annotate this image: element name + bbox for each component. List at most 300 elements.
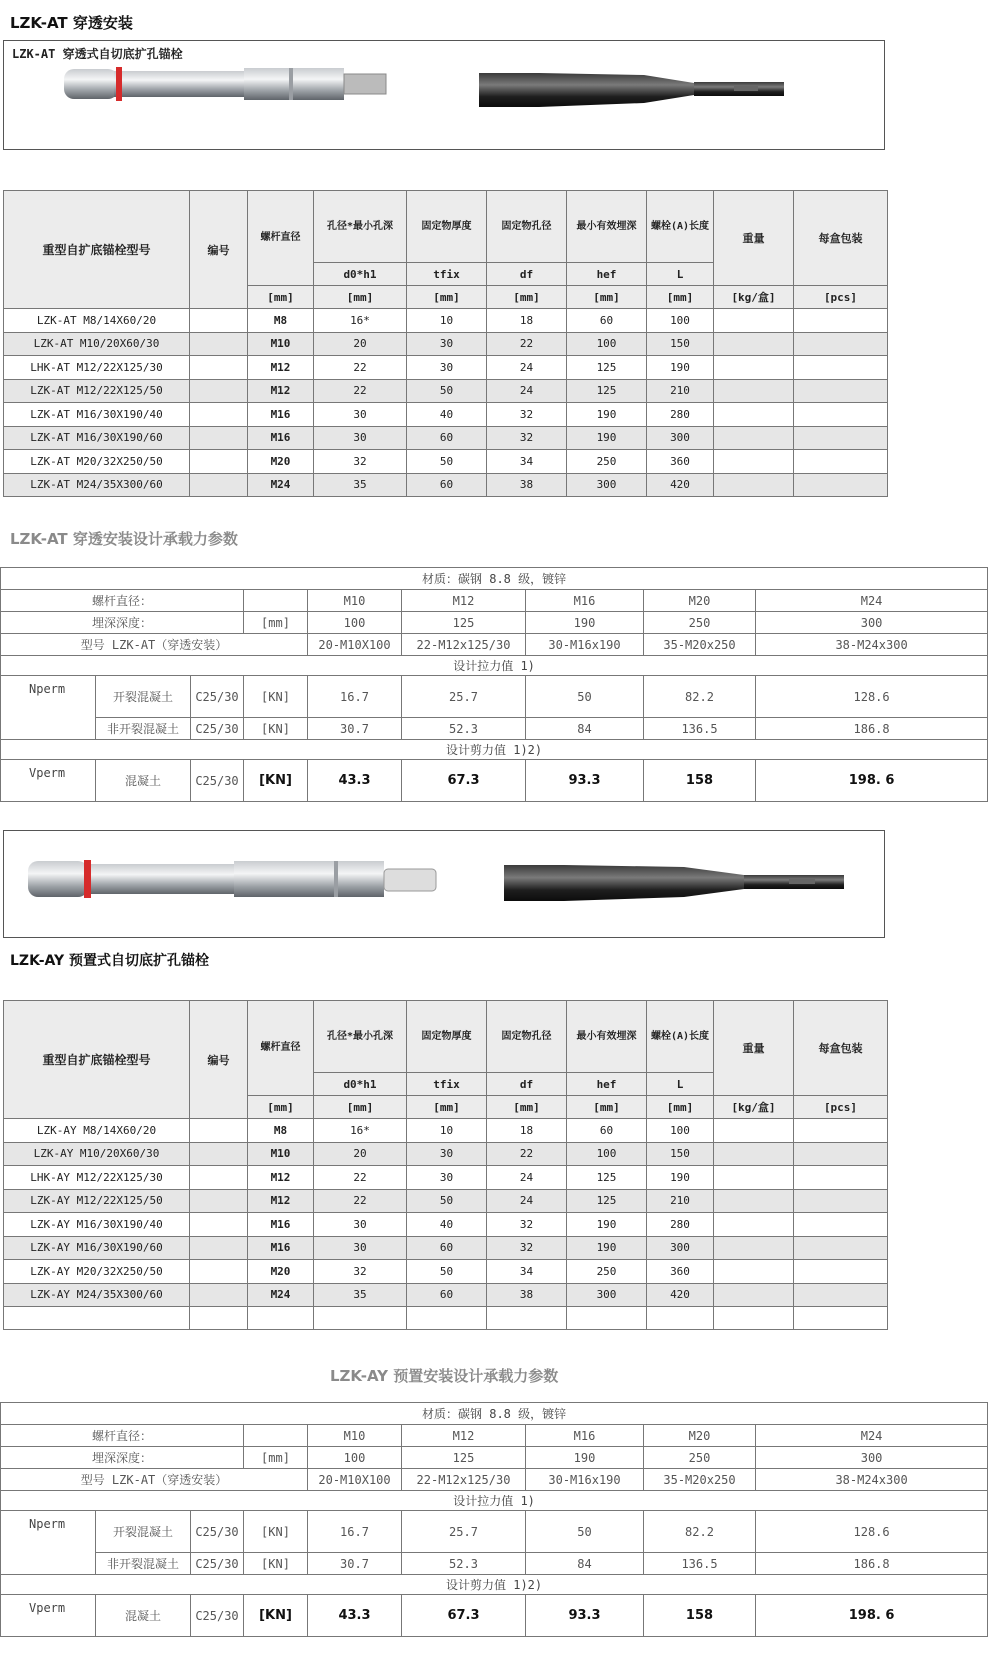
cell-hef: 125 [567, 379, 647, 403]
cell-rod: M10 [248, 332, 314, 356]
cell-weight [714, 309, 794, 333]
col-header-tfix: 固定物厚度 [407, 1001, 487, 1073]
noncracked-value: 30.7 [308, 1553, 402, 1575]
cell-L: 280 [647, 1213, 714, 1237]
section-title-ay: LZK-AY 预置式自切底扩孔锚栓 [10, 953, 210, 969]
cracked-value: 128.6 [756, 1511, 988, 1553]
shear-value: 43.3 [308, 760, 402, 802]
cell-model: LZK-AY M24/35X300/60 [4, 1283, 190, 1307]
cell-empty [794, 1307, 888, 1330]
cell-pack [794, 1236, 888, 1260]
cracked-value: 50 [526, 676, 644, 718]
cracked-value: 50 [526, 1511, 644, 1553]
cell-df: 34 [487, 450, 567, 474]
cell-code [190, 1236, 248, 1260]
cell-L: 190 [647, 1166, 714, 1190]
setting-tool-icon [504, 865, 844, 901]
sym-tfix: tfix [407, 263, 487, 286]
unit-df: [mm] [487, 1096, 567, 1119]
cell-code [190, 1283, 248, 1307]
cracked-value: 82.2 [644, 676, 756, 718]
cell-tfix: 40 [407, 1213, 487, 1237]
perf-row [1, 1511, 988, 1553]
type-value: 30-M16x190 [526, 634, 644, 656]
cell-code [190, 1142, 248, 1166]
type-value: 30-M16x190 [526, 1469, 644, 1491]
shear-value: 198. 6 [756, 1595, 988, 1637]
cell-model: LZK-AT M8/14X60/20 [4, 309, 190, 333]
cell-df: 22 [487, 332, 567, 356]
grade: C25/30 [191, 676, 244, 718]
col-header-hole: 孔径*最小孔深 [314, 191, 407, 263]
unit-rod: [mm] [248, 286, 314, 309]
cell-code [190, 1119, 248, 1143]
cell-empty [407, 1307, 487, 1330]
rod-unit [244, 1425, 308, 1447]
unit-pack: [pcs] [794, 286, 888, 309]
cell-code [190, 1166, 248, 1190]
cell-L: 150 [647, 332, 714, 356]
depth-label: 埋深深度： [1, 1447, 244, 1469]
unit-hole: [mm] [314, 286, 407, 309]
depth-label: 埋深深度： [1, 612, 244, 634]
cell-hef: 300 [567, 473, 647, 497]
cell-L: 100 [647, 309, 714, 333]
depth-value: 250 [644, 1447, 756, 1469]
rod-label: 螺杆直径： [1, 590, 244, 612]
table-row [4, 1189, 888, 1213]
type-value: 38-M24x300 [756, 1469, 988, 1491]
cell-tfix: 30 [407, 332, 487, 356]
cell-rod: M12 [248, 1166, 314, 1190]
cell-model: LZK-AT M24/35X300/60 [4, 473, 190, 497]
cell-tfix: 50 [407, 379, 487, 403]
cell-code [190, 450, 248, 474]
unit-kn: [KN] [244, 1511, 308, 1553]
depth-value: 300 [756, 1447, 988, 1469]
concrete-label: 混凝土 [96, 760, 191, 802]
depth-value: 125 [402, 1447, 526, 1469]
anchor-bolt-icon [64, 67, 386, 101]
shear-value: 158 [644, 760, 756, 802]
unit-kn: [KN] [244, 718, 308, 740]
table-row [4, 1119, 888, 1143]
cell-tfix: 10 [407, 1119, 487, 1143]
depth-value: 190 [526, 1447, 644, 1469]
table-row [4, 1260, 888, 1284]
col-header-weight: 重量 [714, 191, 794, 286]
noncracked-value: 30.7 [308, 718, 402, 740]
cell-rod: M8 [248, 309, 314, 333]
product-image-box-at [3, 40, 885, 150]
table-row [4, 403, 888, 427]
cell-code [190, 403, 248, 427]
grade: C25/30 [191, 1595, 244, 1637]
cell-tfix: 30 [407, 1166, 487, 1190]
sym-df: df [487, 263, 567, 286]
cell-rod: M10 [248, 1142, 314, 1166]
cell-df: 32 [487, 1236, 567, 1260]
rod-value: M10 [308, 1425, 402, 1447]
sym-tfix: tfix [407, 1073, 487, 1096]
cell-pack [794, 403, 888, 427]
cell-L: 210 [647, 379, 714, 403]
cell-hef: 60 [567, 309, 647, 333]
perf-row [1, 656, 988, 676]
type-label: 型号 LZK-AT（穿透安装） [1, 1469, 308, 1491]
cell-code [190, 332, 248, 356]
perf-row [1, 1425, 988, 1447]
spec-table-ay-body [4, 1119, 888, 1330]
cell-hole: 16* [314, 309, 407, 333]
type-label: 型号 LZK-AT（穿透安装） [1, 634, 308, 656]
cell-rod: M16 [248, 403, 314, 427]
cell-df: 38 [487, 1283, 567, 1307]
perf-row [1, 590, 988, 612]
cell-weight [714, 450, 794, 474]
cell-tfix: 60 [407, 1236, 487, 1260]
cell-df: 24 [487, 1166, 567, 1190]
cell-rod: M16 [248, 426, 314, 450]
sym-hole: d0*h1 [314, 263, 407, 286]
col-header-hole: 孔径*最小孔深 [314, 1001, 407, 1073]
cell-rod: M20 [248, 450, 314, 474]
noncracked-value: 186.8 [756, 1553, 988, 1575]
cell-df: 24 [487, 356, 567, 380]
cell-hole: 22 [314, 356, 407, 380]
col-header-model: 重型自扩底锚栓型号 [4, 1001, 190, 1119]
cell-model: LHK-AT M12/22X125/30 [4, 356, 190, 380]
depth-value: 190 [526, 612, 644, 634]
cell-weight [714, 1260, 794, 1284]
grade: C25/30 [191, 1511, 244, 1553]
depth-unit: [mm] [244, 612, 308, 634]
cell-df: 34 [487, 1260, 567, 1284]
cell-hef: 190 [567, 426, 647, 450]
cell-weight [714, 356, 794, 380]
depth-value: 100 [308, 1447, 402, 1469]
table-row [4, 450, 888, 474]
table-row [4, 1213, 888, 1237]
cell-code [190, 426, 248, 450]
cell-df: 22 [487, 1142, 567, 1166]
perf-row [1, 1403, 988, 1425]
cell-model: LZK-AT M10/20X60/30 [4, 332, 190, 356]
noncracked-value: 136.5 [644, 718, 756, 740]
cell-weight [714, 1189, 794, 1213]
cell-weight [714, 473, 794, 497]
shear-value: 67.3 [402, 760, 526, 802]
col-header-rod: 螺杆直径 [248, 191, 314, 286]
cell-tfix: 40 [407, 403, 487, 427]
cell-pack [794, 1283, 888, 1307]
cell-rod: M24 [248, 1283, 314, 1307]
nperm-label: Nperm [1, 1511, 96, 1575]
cell-model: LZK-AT M16/30X190/40 [4, 403, 190, 427]
spec-table-at-body [4, 309, 888, 497]
cell-tfix: 50 [407, 450, 487, 474]
cell-model: LZK-AY M10/20X60/30 [4, 1142, 190, 1166]
col-header-hef: 最小有效埋深 [567, 1001, 647, 1073]
rod-value: M20 [644, 1425, 756, 1447]
cell-hef: 125 [567, 356, 647, 380]
cell-hole: 32 [314, 1260, 407, 1284]
unit-kn: [KN] [244, 1595, 308, 1637]
cell-code [190, 309, 248, 333]
cell-df: 18 [487, 1119, 567, 1143]
cell-df: 38 [487, 473, 567, 497]
cell-rod: M24 [248, 473, 314, 497]
grade: C25/30 [191, 718, 244, 740]
shear-value: 93.3 [526, 760, 644, 802]
rod-value: M24 [756, 590, 988, 612]
depth-value: 125 [402, 612, 526, 634]
cracked-value: 25.7 [402, 676, 526, 718]
unit-tfix: [mm] [407, 1096, 487, 1119]
perf-row [1, 634, 988, 656]
cell-pack [794, 309, 888, 333]
cell-pack [794, 1213, 888, 1237]
type-value: 38-M24x300 [756, 634, 988, 656]
vperm-label: Vperm [1, 760, 96, 802]
shear-value: 198. 6 [756, 760, 988, 802]
sym-df: df [487, 1073, 567, 1096]
cracked-value: 25.7 [402, 1511, 526, 1553]
unit-kn: [KN] [244, 676, 308, 718]
cell-hole: 22 [314, 1166, 407, 1190]
col-header-df: 固定物孔径 [487, 191, 567, 263]
unit-length: [mm] [647, 286, 714, 309]
nperm-label: Nperm [1, 676, 96, 740]
cell-tfix: 50 [407, 1189, 487, 1213]
cell-model: LZK-AT M12/22X125/50 [4, 379, 190, 403]
cell-hef: 125 [567, 1166, 647, 1190]
cell-tfix: 30 [407, 1142, 487, 1166]
depth-value: 100 [308, 612, 402, 634]
cell-code [190, 356, 248, 380]
perf-row [1, 1575, 988, 1595]
col-header-hef: 最小有效埋深 [567, 191, 647, 263]
perf-row [1, 1553, 988, 1575]
unit-hole: [mm] [314, 1096, 407, 1119]
cell-pack [794, 473, 888, 497]
col-header-rod: 螺杆直径 [248, 1001, 314, 1096]
cell-L: 420 [647, 1283, 714, 1307]
unit-pack: [pcs] [794, 1096, 888, 1119]
cell-df: 32 [487, 1213, 567, 1237]
type-value: 22-M12x125/30 [402, 1469, 526, 1491]
cell-tfix: 60 [407, 1283, 487, 1307]
unit-weight: [kg/盒] [714, 286, 794, 309]
rod-value: M16 [526, 1425, 644, 1447]
shear-value: 93.3 [526, 1595, 644, 1637]
cell-empty [4, 1307, 190, 1330]
table-row-empty [4, 1307, 888, 1330]
cell-L: 360 [647, 1260, 714, 1284]
spec-table-at [3, 190, 888, 497]
sym-length: L [647, 1073, 714, 1096]
noncracked-value: 52.3 [402, 1553, 526, 1575]
cell-L: 420 [647, 473, 714, 497]
unit-kn: [KN] [244, 1553, 308, 1575]
cell-pack [794, 426, 888, 450]
cell-hole: 35 [314, 473, 407, 497]
cell-hef: 60 [567, 1119, 647, 1143]
cell-df: 24 [487, 379, 567, 403]
cell-model: LHK-AY M12/22X125/30 [4, 1166, 190, 1190]
vperm-label: Vperm [1, 1595, 96, 1637]
table-row [4, 1166, 888, 1190]
noncracked-value: 84 [526, 1553, 644, 1575]
cell-rod: M16 [248, 1213, 314, 1237]
depth-unit: [mm] [244, 1447, 308, 1469]
sym-length: L [647, 263, 714, 286]
noncracked-label: 非开裂混凝土 [96, 1553, 191, 1575]
table-row [4, 473, 888, 497]
cell-tfix: 60 [407, 473, 487, 497]
cracked-label: 开裂混凝土 [96, 1511, 191, 1553]
cell-model: LZK-AT M16/30X190/60 [4, 426, 190, 450]
unit-kn: [KN] [244, 760, 308, 802]
section-title-at: LZK-AT 穿透安装 [10, 14, 133, 32]
cell-hole: 20 [314, 332, 407, 356]
tension-title: 设计拉力值 1) [1, 656, 988, 676]
sym-hef: hef [567, 263, 647, 286]
unit-hef: [mm] [567, 1096, 647, 1119]
cell-pack [794, 356, 888, 380]
cell-hole: 22 [314, 379, 407, 403]
col-header-length: 螺栓(A)长度 [647, 1001, 714, 1073]
cell-L: 190 [647, 356, 714, 380]
perf-row [1, 760, 988, 802]
cell-pack [794, 379, 888, 403]
col-header-weight: 重量 [714, 1001, 794, 1096]
noncracked-value: 186.8 [756, 718, 988, 740]
shear-value: 43.3 [308, 1595, 402, 1637]
grade: C25/30 [191, 760, 244, 802]
cell-empty [487, 1307, 567, 1330]
cell-rod: M8 [248, 1119, 314, 1143]
cracked-value: 16.7 [308, 1511, 402, 1553]
shear-value: 67.3 [402, 1595, 526, 1637]
perf-table-at-wrap [0, 567, 988, 802]
cell-hef: 250 [567, 450, 647, 474]
col-header-model: 重型自扩底锚栓型号 [4, 191, 190, 309]
cell-hef: 100 [567, 1142, 647, 1166]
cell-model: LZK-AY M16/30X190/40 [4, 1213, 190, 1237]
shear-title: 设计剪力值 1)2) [1, 1575, 988, 1595]
cell-weight [714, 332, 794, 356]
col-header-df: 固定物孔径 [487, 1001, 567, 1073]
cell-empty [190, 1307, 248, 1330]
perf-row [1, 1491, 988, 1511]
cell-L: 210 [647, 1189, 714, 1213]
cell-pack [794, 1260, 888, 1284]
perf-table [0, 567, 988, 802]
cell-weight [714, 1213, 794, 1237]
depth-value: 300 [756, 612, 988, 634]
cell-hef: 125 [567, 1189, 647, 1213]
cell-hole: 32 [314, 450, 407, 474]
cell-weight [714, 1142, 794, 1166]
table-row [4, 356, 888, 380]
cell-tfix: 60 [407, 426, 487, 450]
cell-code [190, 473, 248, 497]
perf-row [1, 1595, 988, 1637]
cell-code [190, 1213, 248, 1237]
perf-row [1, 568, 988, 590]
cell-empty [567, 1307, 647, 1330]
type-value: 20-M10X100 [308, 1469, 402, 1491]
anchor-bolt-illustration-ay [4, 831, 884, 937]
cell-pack [794, 1189, 888, 1213]
cell-weight [714, 379, 794, 403]
anchor-bolt-illustration [4, 41, 884, 149]
noncracked-value: 52.3 [402, 718, 526, 740]
table-row [4, 1236, 888, 1260]
rod-unit [244, 590, 308, 612]
col-header-code: 编号 [190, 191, 248, 309]
tension-title: 设计拉力值 1) [1, 1491, 988, 1511]
cell-df: 32 [487, 426, 567, 450]
cell-pack [794, 1142, 888, 1166]
cell-hole: 30 [314, 403, 407, 427]
cell-weight [714, 1283, 794, 1307]
cracked-value: 82.2 [644, 1511, 756, 1553]
spec-table-ay [3, 1000, 888, 1330]
cell-model: LZK-AY M8/14X60/20 [4, 1119, 190, 1143]
sym-hef: hef [567, 1073, 647, 1096]
noncracked-label: 非开裂混凝土 [96, 718, 191, 740]
cell-code [190, 379, 248, 403]
cell-df: 18 [487, 309, 567, 333]
cell-hole: 22 [314, 1189, 407, 1213]
cell-empty [314, 1307, 407, 1330]
cell-rod: M12 [248, 356, 314, 380]
perf-row [1, 612, 988, 634]
unit-df: [mm] [487, 286, 567, 309]
shear-title: 设计剪力值 1)2) [1, 740, 988, 760]
material-row: 材质：碳钢 8.8 级，镀锌 [1, 568, 988, 590]
cell-empty [714, 1307, 794, 1330]
table-row [4, 332, 888, 356]
table-row [4, 426, 888, 450]
cell-rod: M12 [248, 1189, 314, 1213]
unit-weight: [kg/盒] [714, 1096, 794, 1119]
material-row: 材质：碳钢 8.8 级，镀锌 [1, 1403, 988, 1425]
cell-weight [714, 1119, 794, 1143]
sym-hole: d0*h1 [314, 1073, 407, 1096]
cell-hole: 20 [314, 1142, 407, 1166]
perf-row [1, 718, 988, 740]
cell-hole: 30 [314, 1236, 407, 1260]
product-image-box-ay [3, 830, 885, 938]
type-value: 20-M10X100 [308, 634, 402, 656]
perf-row [1, 1447, 988, 1469]
noncracked-value: 136.5 [644, 1553, 756, 1575]
cracked-label: 开裂混凝土 [96, 676, 191, 718]
cell-L: 300 [647, 1236, 714, 1260]
cell-pack [794, 1166, 888, 1190]
cell-hef: 300 [567, 1283, 647, 1307]
perf-row [1, 676, 988, 718]
cell-empty [248, 1307, 314, 1330]
cell-model: LZK-AY M20/32X250/50 [4, 1260, 190, 1284]
cell-hef: 190 [567, 1236, 647, 1260]
col-header-length: 螺栓(A)长度 [647, 191, 714, 263]
unit-length: [mm] [647, 1096, 714, 1119]
cell-hole: 35 [314, 1283, 407, 1307]
